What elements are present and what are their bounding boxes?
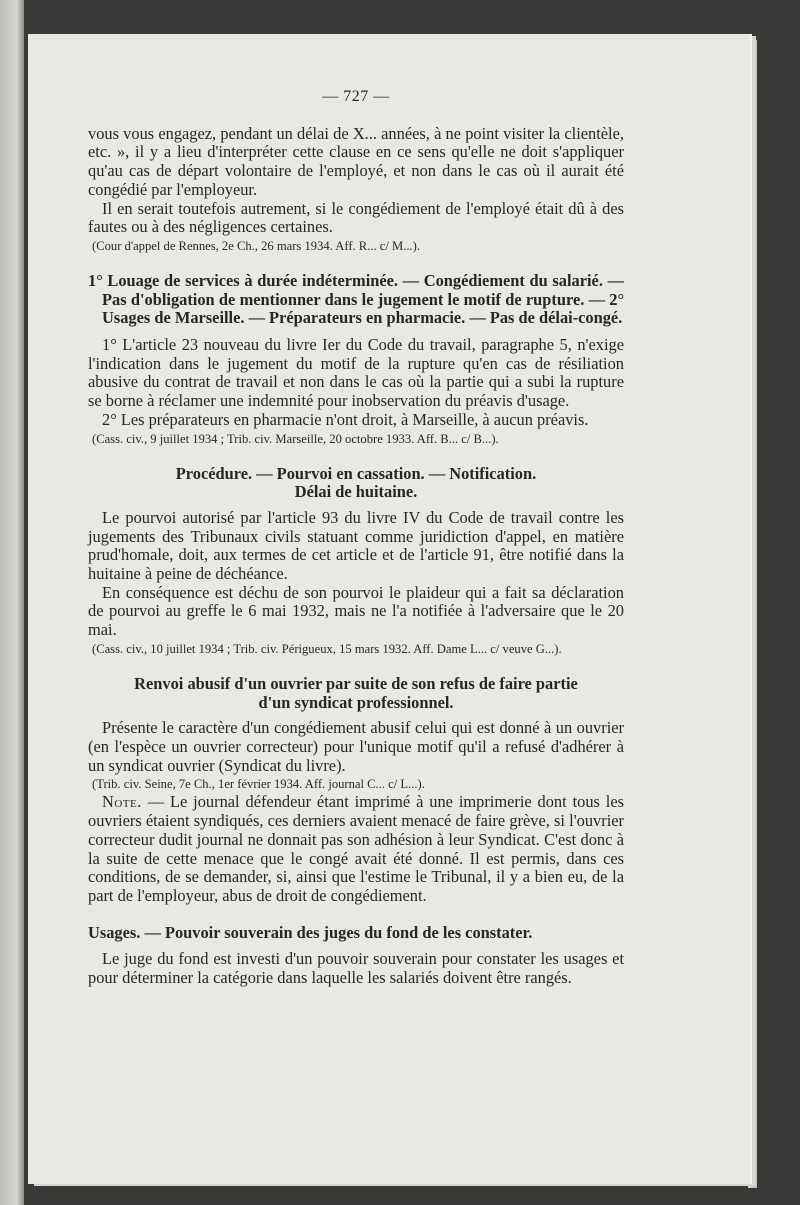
- page-number: — 727 —: [322, 88, 390, 105]
- paragraph: 2° Les préparateurs en pharmacie n'ont droit, à Marseille, à aucun préavis.: [102, 409, 589, 429]
- case-citation: (Cass. civ., 9 juillet 1934 ; Trib. civ. Marseille, 20 octobre 1933. Aff. B... c/ B...).: [92, 431, 499, 446]
- heading-line: Procédure. — Pourvoi en cassation. — Notification.: [175, 463, 537, 483]
- section-heading-procedure: [88, 465, 624, 502]
- paragraph: En conséquence est déchu de son pourvoi le plaideur qui a fait sa déclaration de pourvoi au greffe le 6 mai 1932, mais ne l'a notifiée à l'adversaire que le 20 mai.: [88, 582, 624, 640]
- paragraph: Le juge du fond est investi d'un pouvoir souverain pour constater les usages et pour déterminer la catégorie dans laquelle les salariés doivent être rangés.: [88, 949, 624, 988]
- section-heading-renvoi: [88, 675, 624, 712]
- paragraph-continued: vous vous engagez, pendant un délai de X... années, à ne point visiter la clientèle, etc. », il y a lieu d'interpréter cette clause en ce sens qu'elle ne doit s'appliquer qu'au cas de départ volontaire de l'employé, et non dans le cas où il aurait été congédié par l'employeur.: [88, 123, 624, 199]
- note-label: Note.: [102, 792, 142, 812]
- section-heading-louage: 1° Louage de services à durée indéterminée. — Congédiement du salarié. — Pas d'obligation de mentionner dans le jugement le motif de rupture. — 2° Usages de Marseille. — Préparateurs en pharmacie. — Pas de délai-congé.: [88, 270, 624, 328]
- heading-line: Renvoi abusif d'un ouvrier par suite de son refus de faire partie: [134, 673, 578, 693]
- case-citation: (Cass. civ., 10 juillet 1934 ; Trib. civ. Périgueux, 15 mars 1932. Aff. Dame L... c/ veuve G...).: [92, 641, 562, 656]
- paragraph: Présente le caractère d'un congédiement abusif celui qui est donné à un ouvrier (en l'espèce un ouvrier correcteur) pour l'unique motif qu'il a refusé d'adhérer à un syndicat ouvrier (Syndicat du livre).: [88, 718, 624, 775]
- paragraph: Le pourvoi autorisé par l'article 93 du livre IV du Code de travail contre les jugements des Tribunaux civils statuant comme juridiction d'appel, en matière prud'homale, doit, aux termes de cet article et de l'article 91, être notifié dans la huitaine à peine de déchéance.: [88, 507, 624, 584]
- paragraph: Il en serait toutefois autrement, si le congédiement de l'employé était dû à des fautes ou à des négligences certaines.: [88, 198, 624, 237]
- heading-line: d'un syndicat professionnel.: [258, 692, 454, 712]
- note-paragraph: [88, 793, 624, 905]
- facing-page-edge: [0, 0, 24, 1205]
- paragraph: 1° L'article 23 nouveau du livre Ier du Code du travail, paragraphe 5, n'exige l'indication dans le jugement du motif de la rupture qu'en cas de résiliation abusive du contrat de travail et non dans le cas où la partie qui a subi la rupture se borne à réclamer une indemnité pour inobservation du préavis d'usage.: [88, 335, 624, 411]
- case-citation: (Cour d'appel de Rennes, 2e Ch., 26 mars 1934. Aff. R... c/ M...).: [92, 238, 421, 253]
- heading-line: Délai de huitaine.: [294, 482, 418, 502]
- note-text: — Le journal défendeur étant imprimé à une imprimerie dont tous les ouvriers étaient syndiqués, ces derniers avaient menacé de faire grève, si l'ouvrier correcteur dudit journal ne donnait pas son adhésion à leur Syndicat. C'est donc à la suite de cette menace que le congé avait été donné. Il est permis, dans ces conditions, de se demander, si, ainsi que l'estime le Tribunal, il y a bien eu, de la part de l'employeur, abus de droit de congédiement.: [88, 792, 624, 905]
- section-heading-usages: Usages. — Pouvoir souverain des juges du fond de les constater.: [88, 922, 533, 942]
- page-content: [88, 88, 624, 988]
- case-citation: (Trib. civ. Seine, 7e Ch., 1er février 1934. Aff. journal C... c/ L...).: [92, 777, 425, 792]
